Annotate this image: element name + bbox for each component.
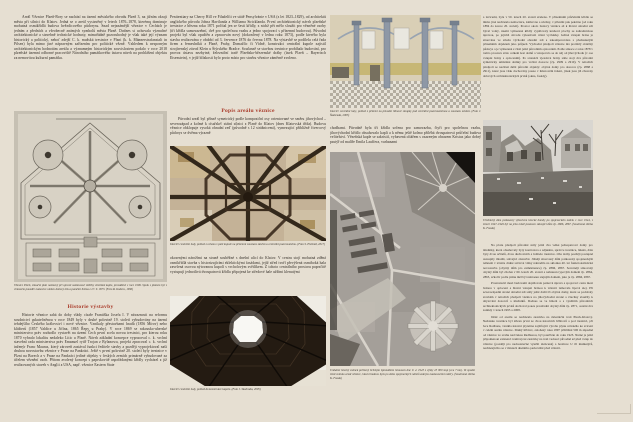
aerial-photo-caption: Unikátní letecký snímek pořízený britským špionážním letounem dne 9. 4. 1943 z výšky 23 000 stop (cca 7 km). Ve spodní části snímku areál věznice, hlavní budova byla po dobu spojeneckých náletů zakryta maskovacími nátěry. (Soukromá sbírka K. Fouda): [330, 369, 475, 380]
page-corner-mark: [597, 413, 631, 414]
dome-hub: [243, 192, 253, 202]
site-plan-drawing: [14, 111, 167, 282]
left-building: [483, 126, 501, 172]
hall-radiator: [332, 67, 349, 78]
park-paragraph: Prostranství mezi budovami doplňovala parková úprava a spojovací cestu mezi bránou v oplocení a hlavní vstupní bránou k věznici lemovala lipová alej. Při severozápadní straně ohradní zdi stály ještě další tři obytné domy, které se podobaly stavbám v nárožích předpolí věznice na jihovýchodní straně a všechny sloužily k ubytování dozorců a úředníků. Dodnes se ve hmotě a s využitím původních architektonických prvků dochoval pouze prostřední obytný dům čp. 2871, ostatní dva zanikly v letech 1995 a 2008.: [483, 281, 593, 313]
south-paragraph: Jižně od areálu se nacházela zastávka na železniční trati Plzeň–Klatovy. Nedaleko trestnice byl zřízen první ze dvou ústavních hřbitovů a pod trestnicí, při řece Radbuze, vznikla ústavní plynárna zajišťující výrobu plynu určeného ke svícení v celém areálu věznice. Druhý hřbitov, založený roku 1897 přibližně 500 m západně od věznice ve svahu nad řekou Radbuzou, byl používán do roku 1923. Nutné je ještě připomenout existenci tramvajové zastávky na trati vedoucí původně až před vstup do věznice (později pro nedostatečné využití zkrácené) a hostince U tří mušketýrů, nacházejícího se v místech dnešního parkoviště před věznicí.: [483, 314, 593, 351]
right-page-text-block: [483, 243, 593, 415]
hall-checkered-floor: [330, 81, 481, 108]
central-hall-image: [330, 15, 481, 108]
hall-photo-caption: Interiér centrální haly, pohled z přízemí na původní litinové sloupky pod centrální pozorovatelnou a soustavu závěsů. (Foto J. Škabrada, 2005): [330, 110, 481, 117]
cupola-construction-photo: [170, 296, 326, 386]
foreground-rubble: [483, 192, 593, 216]
dome-gallery-image: [170, 146, 326, 241]
cupola-construction-image: [170, 296, 326, 386]
aerial-photo: [330, 152, 475, 366]
bombed-house-image: [483, 120, 593, 216]
layout-section-heading: Popis areálu věznice: [221, 108, 275, 114]
aerial-left-shadow: [330, 210, 337, 330]
dome-photo-caption: Interiér centrální haly, pohled z ochozu v patě kupole na přízemní soustavu závěsů a centrální pozorovatelnu. (Foto S. Plešmíd, 2017): [170, 243, 325, 246]
skylight-glow: [229, 310, 267, 348]
cupola-photo-caption: Interiér centrální haly, pohled do konstrukce kupole. (Foto J. Škabrada, 2005): [170, 388, 261, 391]
dome-gallery-photo: [170, 146, 326, 241]
wings-paragraph: chodbami. Původně byla tři křídla určena pro samovazbu, čtyři pro společnou vazbu, jihovýchodní křídlo obsahovalo kapli a k němu ještě kolmo přiléhá dvoupatrová průčelní budova velitelství. Vězeňská kaple se sakristií, vybavená oltářem s osazeným obrazem Kristus jako dobrý pastýř od malíře Emila Lauffera, varhanami: [330, 126, 481, 144]
history-paragraph: Historie věznice sahá do doby vlády císaře Františka Josefa I. V návaznosti na reformu soudnictví uskutečněnou v roce 1849 byly v druhé polovině 19. století vybudovány na území tehdejšího Českého království i nové věznice. Vznikaly přestavbami hradů (1856 Mírov) nebo klášterů (1857 Valdice u Jičína, 1865 Řepy u Prahy). V roce 1869 se rakousko-uherské ministerstvo práv rozhodlo vystavět na území Čech první zcela novou trestnici, pro kterou roku 1870 vybralo lokalitu nedaleko Litic u Plzně. Návrh základní koncepce vypracoval c. k. vrchní stavební rada ministerstva práv Emanuel rytíř Trojan z Bylanowa, projekt zpracoval c. k. vrchní inženýr Franc Maurus, který zároveň zastával funkci ředitele stavby a později vyprojektoval naši druhou novostavbu věznice v Praze na Pankráci. Ještě v první polovině 20. století byly trestnice v Plzni na Borech a v Praze na Pankráci jediné objekty v českých zemích primárně vybudované za účelem věznění osob. Přitom zvolený koncept s paprskovitě uspořádanými křídly vycházel z již realizovaných staveb v Anglii a USA, např. věznice Eastern State: [14, 313, 167, 368]
page-edge-mark: [630, 404, 631, 414]
layout-paragraph: Původní areál byl přísně symetrický podle kompoziční osy orientované ve směru jihovýchod – severozápad a kolmé k císařské/ státní silnici z Plzně do Klatov (dnes Klatovská třída). Budovu věznice obklopuje vysoká ohradní zeď (původně s 12 strážnicemi), vymezující přibližně čtvercový půdorys se dvěma výrazně: [170, 117, 326, 135]
central-hall-photo: [330, 15, 481, 108]
site-plan-image: [14, 111, 167, 282]
interior-paragraph: a lavicemi, byla v 50. letech 20. století zrušena. V přízemním průčelním křídle se mimo jiné nacházela nemocnice, knihovna a učebny, v přízemí pak pekárna (od roku 1884 do konce 20. století). Prostor okolo budovy věznice až k hlavní ohradní zdi býval volný, území vymezené křídly vyplňovaly kruhové plochy se zahradnickou úpravou, po jejichž obvodu vykonávali vězni vycházky. Jediná vstupní brána je situována ve středu východní ohradní zdi a zakomponována s předsunutým přízemním objektem jako průjezd. Východní předpolí věznice má protáhlý obdélný půdorys a je vymezené z části ještě původním oplocením. Podle situace z roku 1878 v tomto prostoru stálo celkem šest domů a vstupovalo se do něj od jihovýchodu (v ose vstupní brány s oplocením). Po stranách vjezdové brány stále stojí dva původní symetricky umístěné domky pro vrchní dozorce (čp. 2909 a 2910). V nárožích předpolí se nachází další původní objekty: obytné domy pro dozorce (čp. 2868 a 2911), které jsou však dochovány pouze v hmotovém řešení, jinak jsou již zbaveny dobových architektonických prvků (okna, fasády).: [483, 15, 593, 78]
construction-paragraph: Penitentiary na Cherry Hill ve Filadelfii ve státě Pensylvánie v USA (z let 1823–1829), od architektů anglického původu Johna Havilanda a Williama Stricklanda. První architektonický návrh plzeňské trestnice z března roku 1871 počítal jen se šesti křídly, z nichž pět mělo sloužit pro vězněné osoby (tři křídla samovazební, dvě pro společnou vazbu a jedno spojovací s přízemní budovou). Původní projekt byl však opuštěn a zpracován nový (dokončený v lednu roku 1873), podle kterého byla stavba realizována v období od 3. července 1876 do června 1878. Na výstavbě se podílela celá řada firem a řemeslníků z Plzně, Prahy, Domažlic či Vídně, konstrukci centrální kupole zajistil strojírenský závod Klein u Štýrského Hradce. Současně se stavbou trestnice probíhalo budování, pro provoz ústavu nezbytné, železniční tratě Plzeňsko-březenské dráhy (úsek Plzeň – Bayerisch Eisenstein), v jejíž blízkosti bylo proto místo pro stavbu věznice záměrně zvoleno.: [170, 15, 326, 60]
bombed-house-caption: Úřednický dům poškozený výbuchem letecké bomby po spojeneckém náletu v roce 1944, v letech 1947–1949 byl na jeho místě postaven stávající dům čp. 2866, 2867. (Soukromá sbírka K. Fouda): [483, 219, 593, 230]
center-paragraph: okosenými nárožími na straně souběžné s dnešní ulicí do Klatov. V centru stojí mohutná zděná osmikřídlá stavba s historizujícími eklektickými fasádami, jejíž střed tvoří převýšená osmiboká hala završená osovou nýtovanou kupolí s vrcholovým světlíkem. Z tohoto centrálního prostoru paprsčitě vystupují jednotlivá dvoupatrová křídla připojená ke středové hale užšími klenutými: [170, 256, 326, 274]
hall-doorway: [370, 65, 380, 81]
aerial-image: [330, 152, 475, 366]
hall-windows: [362, 28, 443, 49]
aerial-prison-star: [408, 301, 458, 351]
hall-wainscot: [330, 63, 481, 75]
bombed-house-photo: [483, 120, 593, 216]
intro-paragraph: Areál Věznice Plzeň-Bory se nachází na území městského obvodu Plzeň 3, na jižním okraji města při silnici do Klatov. Jedná se o areál vystavěný v letech 1876–1878, kterému dominuje mohutná osmikřídlá budova hvězdicového půdorysu. Snad nejznámější věznice v Čechách je jedním z předních a všeobecně známých symbolů města Plzně. Dodnes si uchovala význačné architektonické a stavebně technické hodnoty, mimořádně pozoruhodný je však také její význam historický a politický, neboť zdejší C. k. mužská trestnice v Plzni (k. k. Männerstrafanstalt in Pilsen) byla mimo jiné nápravným zařízením pro politické vězně. Vzhledem k nesporným architektonickým hodnotám areálu a významným historickým souvislostem podalo v roce 2018 plzeňské územní odborné pracoviště Národního památkového ústavu návrh na prohlášení objektu za nemovitou kulturní památku.: [14, 15, 167, 60]
houses-paragraph: Na ploše předpolí původně stály ještě dva velké jednopatrové domy pro úředníky, které obsahovaly byty kontrolora a adjunkta, správce trestnice, lékaře, dále byty dvou učitelů, dvou duchovních a ředitele trestnice. Oba domy později postupně ustoupily mladší, stávající zástavbě. Jižněji situovaný dům poškozený spojeneckým náletem v závěru druhé světové války nahradila na sklonku 40. let funkcionalistická novostavba (obytný dům pro zaměstnance) čp. 2866, 2867. Severněji situovaný obytný dům byl zbořen v 60. letech 20. století a nahrazen typovým domem čp. 2864, 2865, ačkoliv podle plánu měl být nahrazen stejným domem, jako je čp. 2866, 2867.: [483, 243, 593, 279]
site-plan-caption: Věznice Plzeň, situační plán nalezený při opravě sanktusové věžičky vězeňské kaple, prováděné v roce 1996. Spolu s plánem byl v cínkovém pouzdře makovice uložen dobový tisk a pamětní listina z 27. 9. 1873. (Foto R. Kodera, 1996): [14, 284, 167, 291]
plan-central-hall: [84, 180, 96, 192]
history-section-heading: Historie výstavby: [67, 304, 114, 310]
